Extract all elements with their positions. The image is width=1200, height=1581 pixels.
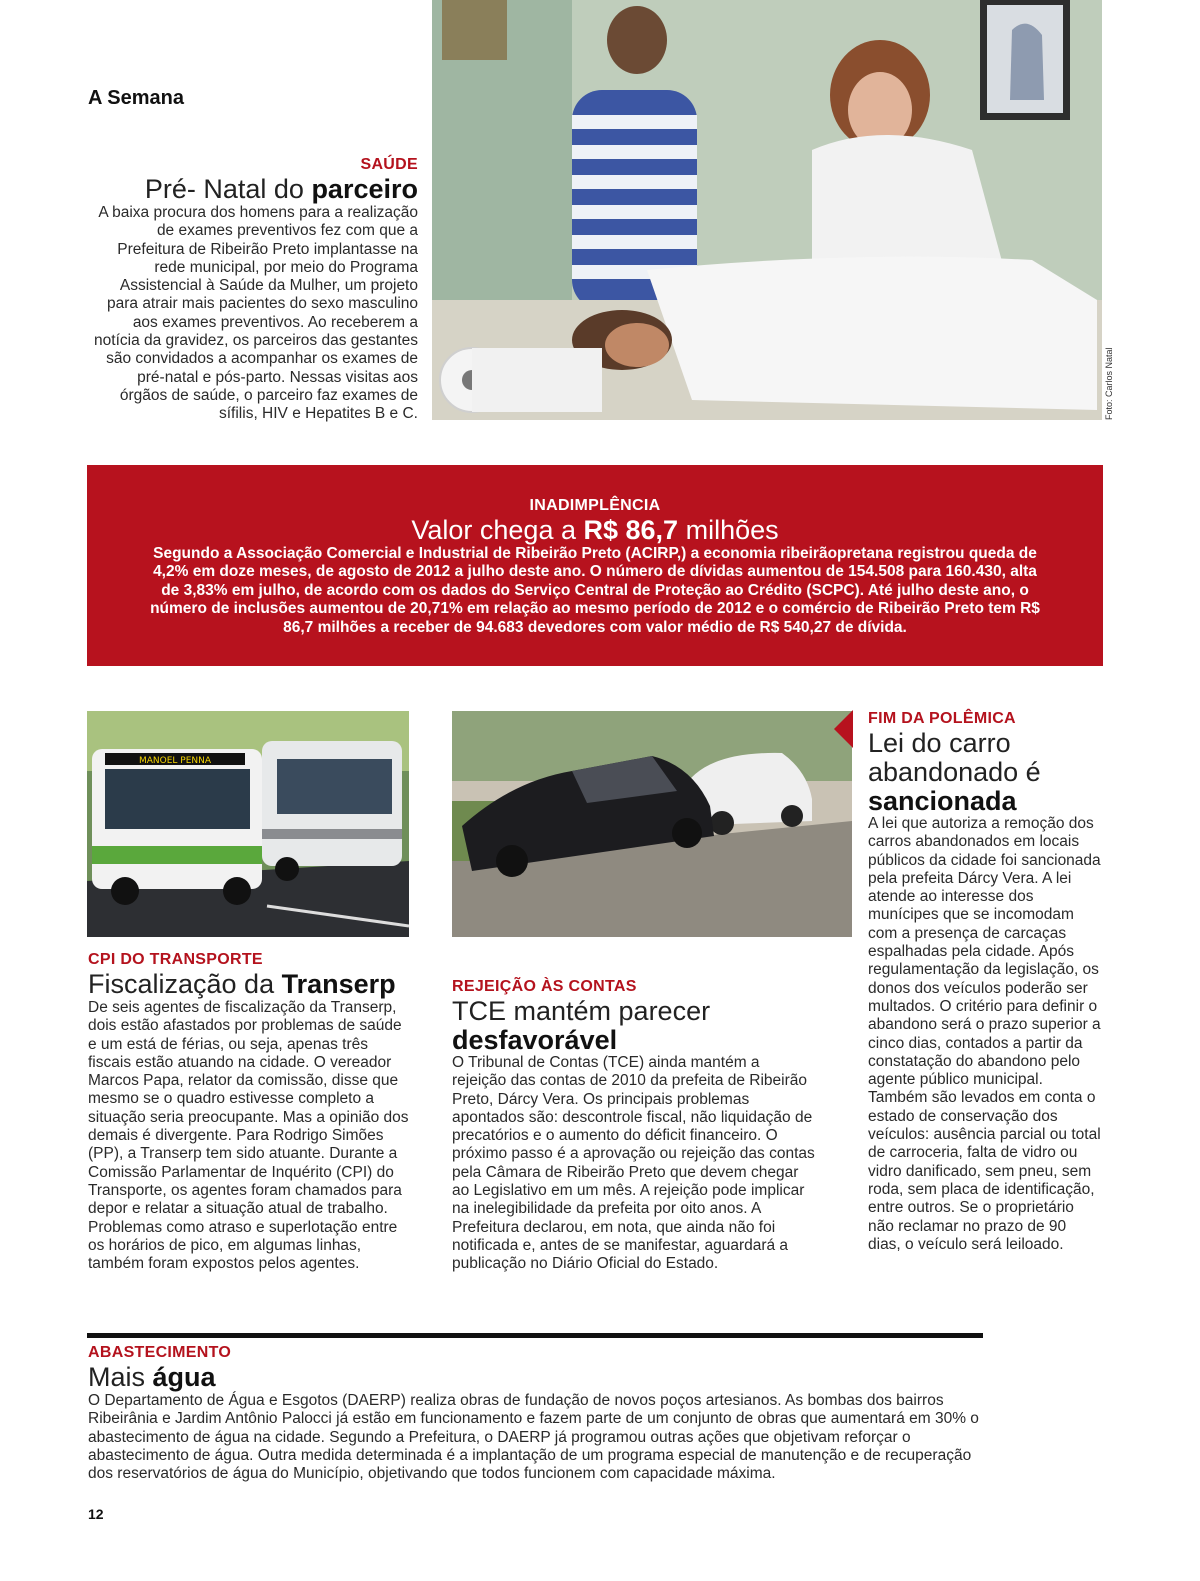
abastecimento-headline (88, 1363, 688, 1392)
contas-headline (452, 997, 852, 1055)
contas-kicker: REJEIÇÃO ÀS CONTAS (452, 978, 637, 995)
photo-credit: Foto: Carlos Natal (1104, 347, 1114, 420)
section-title: A Semana (88, 87, 184, 109)
health-exam-photo (432, 0, 1102, 420)
polemica-headline-regular: Lei do carro abandonado é (868, 728, 1041, 787)
abastecimento-headline-bold: água (152, 1362, 216, 1392)
transporte-headline (88, 970, 418, 999)
saude-headline (88, 175, 418, 204)
inadimplencia-kicker: INADIMPLÊNCIA (529, 497, 661, 514)
inadimplencia-headline (87, 516, 1103, 545)
contas-body: O Tribunal de Contas (TCE) ainda mantém a rejeição das contas de 2010 da prefeita de Ribeirão Preto, Dárcy Vera. Os principais problemas apontados são: descontrole fiscal, não liquidação de precatórios e o aumento do déficit financeiro. O próximo passo é a aprovação ou rejeição das contas pela Câmara de Ribeirão Preto que devem chegar ao Legislativo em um mês. A rejeição pode implicar na inelegibilidade da prefeita por oito anos. A Prefeitura declarou, em nota, que ainda não foi notificada e, antes de se manifestar, aguardará a publicação no Diário Oficial do Estado. (452, 1054, 815, 1273)
abastecimento-headline-regular: Mais (88, 1362, 153, 1392)
abandoned-car-photo (452, 711, 852, 937)
page-number: 12 (88, 1506, 104, 1522)
polemica-headline-bold: sancionada (868, 786, 1017, 816)
saude-body: A baixa procura dos homens para a realização de exames preventivos fez com que a Prefeitura de Ribeirão Preto implantasse na rede municipal, por meio do Programa Assistencial à Saúde da Mulher, um projeto para atrair mais pacientes do sexo masculino aos exames preventivos. Ao receberem a notícia da gravidez, os parceiros das gestantes são convidados a acompanhar os exames de pré-natal e pós-parto. Nessas visitas aos órgãos de saúde, o parceiro faz exames de sífilis, HIV e Hepatites B e C. (94, 204, 418, 423)
contas-headline-regular: TCE mantém parecer (452, 996, 711, 1026)
bus-destination-sign: MANOEL PENNA (138, 756, 212, 766)
polemica-headline (868, 729, 1088, 816)
saude-headline-regular: Pré- Natal do (144, 174, 312, 204)
section-divider (87, 1333, 983, 1338)
transporte-headline-regular: Fiscalização da (88, 969, 282, 999)
contas-headline-bold: desfavorável (452, 1025, 618, 1055)
saude-kicker: SAÚDE (360, 156, 418, 173)
inadimplencia-headline-regular: Valor chega a (411, 515, 584, 545)
saude-headline-bold: parceiro (311, 174, 418, 204)
transporte-kicker: CPI DO TRANSPORTE (88, 951, 263, 968)
transporte-body: De seis agentes de fiscalização da Transerp, dois estão afastados por problemas de saúde e um está de férias, ou seja, apenas três fiscais estão atuando na cidade. O vereador Marcos Papa, relator da comissão, disse que mesmo se o quadro estivesse completo a situação seria preocupante. Mas a opinião dos demais é divergente. Para Rodrigo Simões (PP), a Transerp tem sido atuante. Durante a Comissão Parlamentar de Inquérito (CPI) do Transporte, os agentes foram chamados para depor e relatar a situação atual de trabalho. Problemas como atraso e superlotação entre os horários de pico, em algumas linhas, também foram expostos pelos agentes. (88, 999, 409, 1273)
inadimplencia-body: Segundo a Associação Comercial e Industrial de Ribeirão Preto (ACIRP,) a economia ribeirãopretana registrou queda de 4,2% em doze meses, de agosto de 2012 a julho deste ano. O número de dívidas aumentou de 154.508 para 160.430, alta de 3,83% em julho, de acordo com os dados do Serviço Central de Proteção ao Crédito (SCPC). Até julho deste ano, o número de inclusões aumentou de 20,71% em relação ao mesmo período de 2012 e o comércio de Ribeirão Preto tem R$ 86,7 milhões a receber de 94.683 devedores com valor médio de R$ 540,27 de dívida. (150, 545, 1040, 636)
abastecimento-kicker: ABASTECIMENTO (88, 1344, 232, 1361)
inadimplencia-headline-bold: R$ 86,7 (583, 515, 679, 545)
inadimplencia-headline-tail: milhões (678, 515, 779, 545)
abastecimento-body: O Departamento de Água e Esgotos (DAERP) realiza obras de fundação de novos poços artesianos. As bombas dos bairros Ribeirânia e Jardim Antônio Palocci já estão em funcionamento e fazem parte de um conjunto de obras que aumentará em 30% o abastecimento de água na cidade. Segundo a Prefeitura, o DAERP já programou outras ações que objetivam reforçar o abastecimento de água. Outra medida determinada é a implantação de um programa especial de manutenção e de recuperação dos reservatórios de água do Município, objetivando que todos funcionem com capacidade máxima. (88, 1392, 979, 1483)
bus-photo (87, 711, 409, 937)
polemica-kicker: FIM DA POLÊMICA (868, 710, 1016, 727)
transporte-headline-bold: Transerp (281, 969, 396, 999)
polemica-body: A lei que autoriza a remoção dos carros abandonados em locais públicos da cidade foi sancionada pela prefeita Dárcy Vera. A lei atende ao interesse dos munícipes que se incomodam com a presença de carcaças espalhadas pela cidade. Após regulamentação da legislação, os donos dos veículos poderão ser multados. O critério para definir o abandono será o prazo superior a cinco dias, contados a partir da constatação do abandono pelo agente público municipal. Também são levados em conta o estado de conservação dos veículos: ausência parcial ou total de carroceria, falta de vidro ou vidro danificado, sem pneu, sem roda, sem placa de identificação, entre outros. Se o proprietário não reclamar no prazo de 90 dias, o veículo será leiloado. (868, 815, 1101, 1253)
inadimplencia-banner (87, 465, 1103, 666)
callout-arrow (834, 710, 853, 748)
